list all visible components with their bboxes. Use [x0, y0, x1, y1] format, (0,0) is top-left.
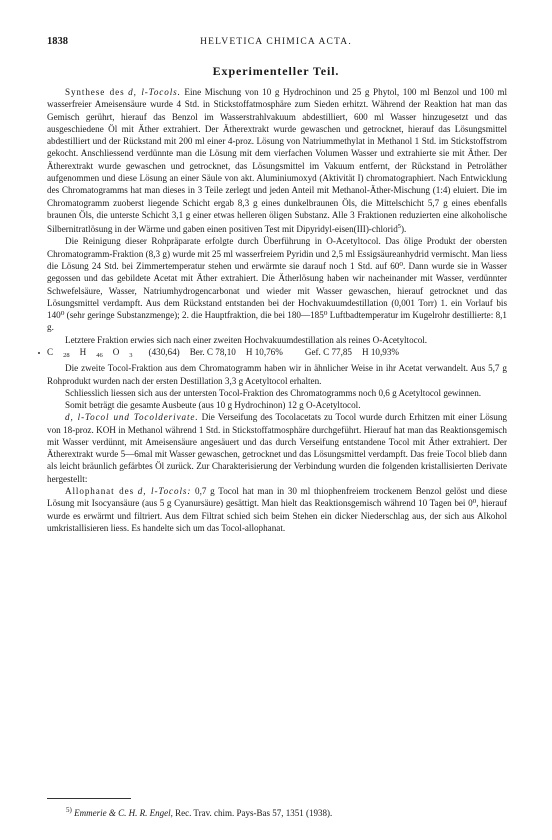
paragraph-lead: d, l-Tocol und Tocolderivate. [65, 412, 199, 423]
calculated-h: H 10,76% [245, 346, 283, 357]
molecular-weight: (430,64) [148, 346, 180, 357]
paragraph-tocol-derivatives [47, 411, 507, 485]
paragraph-pure-acetyltocol: Letztere Fraktion erwies sich nach einer zweiten Hochvakuumdestillation als reines O-Acetyltocol. [65, 334, 428, 345]
elemental-analysis [47, 346, 507, 362]
paragraph-second-fraction: Die zweite Tocol-Fraktion aus dem Chromatogramm haben wir in ähnlicher Weise in ihr Acetat verwandelt. Aus 5,7 g Rohprodukt wurden nach der ersten Destillation 3,3 g Acetyltocol erhalten. [47, 363, 507, 386]
found-c: Gef. C 77,85 [304, 346, 352, 357]
footnote-rule [47, 798, 131, 799]
page-number: 1838 [47, 36, 68, 47]
journal-title: HELVETICA CHIMICA ACTA. [200, 37, 352, 47]
compound-name: d, l-Tocols: [137, 486, 192, 497]
section-title: Experimenteller Teil. [212, 64, 340, 78]
footnote-ref: 5 [397, 223, 402, 231]
compound-name: d, l-Tocols. [128, 87, 181, 97]
paragraph-total-yield: Somit beträgt die gesamte Ausbeute (aus 10 g Hydrochinon) 12 g O-Acetyltocol. [65, 400, 361, 411]
paragraph-lead: Allophanat des [65, 486, 135, 497]
footnote-mark: 5) [66, 806, 72, 814]
footnote-authors: Emmerie & C. H. R. Engel, [74, 808, 173, 818]
paragraph-text: 0,7 g Tocol hat man in 30 ml thiophenfreiem trockenem Benzol gelöst und diese Lösung mit Isocyansäure (aus 5 g Cyanursäure) gesättigt. Man hielt das Reaktionsgemisch während 10 Tagen bei 0⁰, hierauf wurde es erwärmt und filtriert. Aus dem Filtrat schied sich beim Stehen ein dicker Niederschlag aus, der sich aus Alkohol umkristallisieren liess. Es handelte sich um das Tocol-allophanat. [47, 486, 507, 533]
paragraph-lead: Synthese des [65, 87, 125, 97]
found-h: H 10,93% [362, 346, 400, 357]
running-header [47, 36, 505, 50]
calculated-c: Ber. C 78,10 [189, 346, 236, 357]
paragraph-purification: Die Reinigung dieser Rohpräparate erfolgte durch Überführung in O-Acetyltocol. Das ölige Produkt der obersten Chromatogramm-Fraktion (8,3 g) wurde mit 25 ml wasserfreiem Pyridin und 2,5 ml Essigsäureanhydrid vermischt. Man liess die Lösung 24 Std. bei Zimmertemperatur stehen und erwärmte sie darauf noch 1 Std. auf 60⁰. Dann wurde sie in Wasser gegossen und das gebildete Acetat mit Äther extrahiert. Die Ätherlösung haben wir nacheinander mit Wasser, verdünnter Schwefelsäure, Wasser, Natriumhydrogencarbonat und wieder mit Wasser gewaschen, hierauf getrocknet und das Lösungsmittel verdampft. Aus dem Rückstand entstanden bei der Hochvakuumdestillation (0,001 Torr) 1. ein Vorlauf bis 140⁰ (sehr geringe Substanzmenge); 2. die Hauptfraktion, die bei 180—185⁰ Luftbadtemperatur im Kugelrohr destillierte: 8,1 g. [47, 236, 507, 333]
paragraph-text: Eine Mischung von 10 g Hydrochinon und 25 g Phytol, 100 ml Benzol und 100 ml wasserfreier Ameisensäure wurde 4 Std. in Stickstoffatmosphäre zum Sieden erhitzt. Während der Reaktion hat man das Gemisch gerührt, hierauf das Benzol im Wasserstrahlvakuum abdestilliert, 600 ml Wasser hinzugesetzt und das ausgeschiedene Öl mit Äther extrahiert. Der Ätherextrakt wurde gewaschen und getrocknet, hierauf das Lösungsmittel abdestilliert und der Rückstand mit 200 ml einer 4-proz. Lösung von Natriummethylat in Methanol 1 Std. im Stickstoffstrom gekocht. Anschliessend verdünnte man die Lösung mit dem vierfachen Volumen Wasser und extrahierte sie mit Äther. Der Ätherextrakt wurde gewaschen und getrocknet, das Lösungsmittel im Vakuum entfernt, der Rückstand in Petroläther aufgenommen und diese Lösung an einer Säule von akt. Aluminiumoxyd (Aktivität I) chromatographiert. Nach Entwicklung des Chromatogramms hat man dieses in 3 Teile zerlegt und jeden Anteil mit Methanol-Äther-Mischung (1:4) eluiert. Die im Chromatogramm zuoberst liegende Schicht ergab 8,3 g eines dunkelbraunen Öls, die Mittelschicht 5,7 g eines ebenfalls braunen Öls, die unterste Schicht 3,1 g einer etwas helleren öligen Substanz. Alle 3 Fraktionen reduzierten eine alkoholische Silbernitratlösung in der Wärme und gaben einen positiven Test mit Dipyridyl-eisen(III)-chlorid [47, 87, 508, 235]
paragraph-synthesis: Synthese des d, l-Tocols. Eine Mischung von 10 g Hydrochinon und 25 g Phytol, 100 ml Benzol und 100 ml wasserfreier Ameisensäure wurde 4 Std. in Stickstoffatmosphäre zum Sieden erhitzt. Während der Reaktion hat man das Gemisch gerührt, hierauf das Benzol im Wasserstrahlvakuum abdestilliert, 600 ml Wasser hinzugesetzt und das ausgeschiedene Öl mit Äther extrahiert. Der Ätherextrakt wurde gewaschen und getrocknet, hierauf das Lösungsmittel abdestilliert und der Rückstand mit 200 ml einer 4-proz. Lösung von Natriummethylat in Methanol 1 Std. im Stickstoffstrom gekocht. Anschliessend verdünnte man die Lösung mit dem vierfachen Volumen Wasser und extrahierte sie mit Äther. Der Ätherextrakt wurde gewaschen und getrocknet, das Lösungsmittel im Vakuum entfernt, der Rückstand in Petroläther aufgenommen und diese Lösung an einer Säule von akt. Aluminiumoxyd (Aktivität I) chromatographiert. Nach Entwicklung des Chromatogramms hat man dieses in 3 Teile zerlegt und jeden Anteil mit Methanol-Äther-Mischung (1:4) eluiert. Die im Chromatogramm zuoberst liegende Schicht ergab 8,3 g eines dunkelbraunen Öls, die Mittelschicht 5,7 g eines ebenfalls braunen Öls, die unterste Schicht 3,1 g einer etwas helleren öligen Substanz. Alle 3 Fraktionen reduzierten eine alkoholische Silbernitratlösung in der Wärme und gaben einen positiven Test mit Dipyridyl-eisen(III)-chlorid$^5$). [47, 87, 508, 235]
body-text [47, 86, 507, 534]
paragraph-lowest-fraction: Schliesslich liessen sich aus der untersten Tocol-Fraktion des Chromatogramms noch 0,6 g Acetyltocol gewinnen. [65, 387, 482, 398]
footnote [66, 806, 332, 818]
paragraph-allophanate [47, 485, 507, 534]
molecular-formula: C $_{28}$ H $_{46}$ O $_3$ [47, 346, 133, 359]
paragraph-text: Die Verseifung des Tocolacetats zu Tocol wurde durch Erhitzen mit einer Lösung von 18-proz. KOH in Methanol während 1 Std. in Stickstoffatmosphäre durchgeführt. Hierauf hat man das Reaktionsgemisch mit Wasser verdünnt, mit Ameisensäure angesäuert und das durch Verseifung entstandene Tocol mit Äther extrahiert. Der Ätherextrakt wurde 5—6mal mit Wasser gewaschen, getrocknet und das Lösungsmittel verdampft. Das freie Tocol blieb dann als leicht bräunlich gefärbtes Öl zurück. Zur Charakterisierung der Verbindung wurden die folgenden kristallisierten Derivate hergestellt: [47, 412, 507, 484]
margin-mark [38, 352, 40, 354]
footnote-reference: Rec. Trav. chim. Pays-Bas 57, 1351 (1938). [175, 808, 333, 818]
